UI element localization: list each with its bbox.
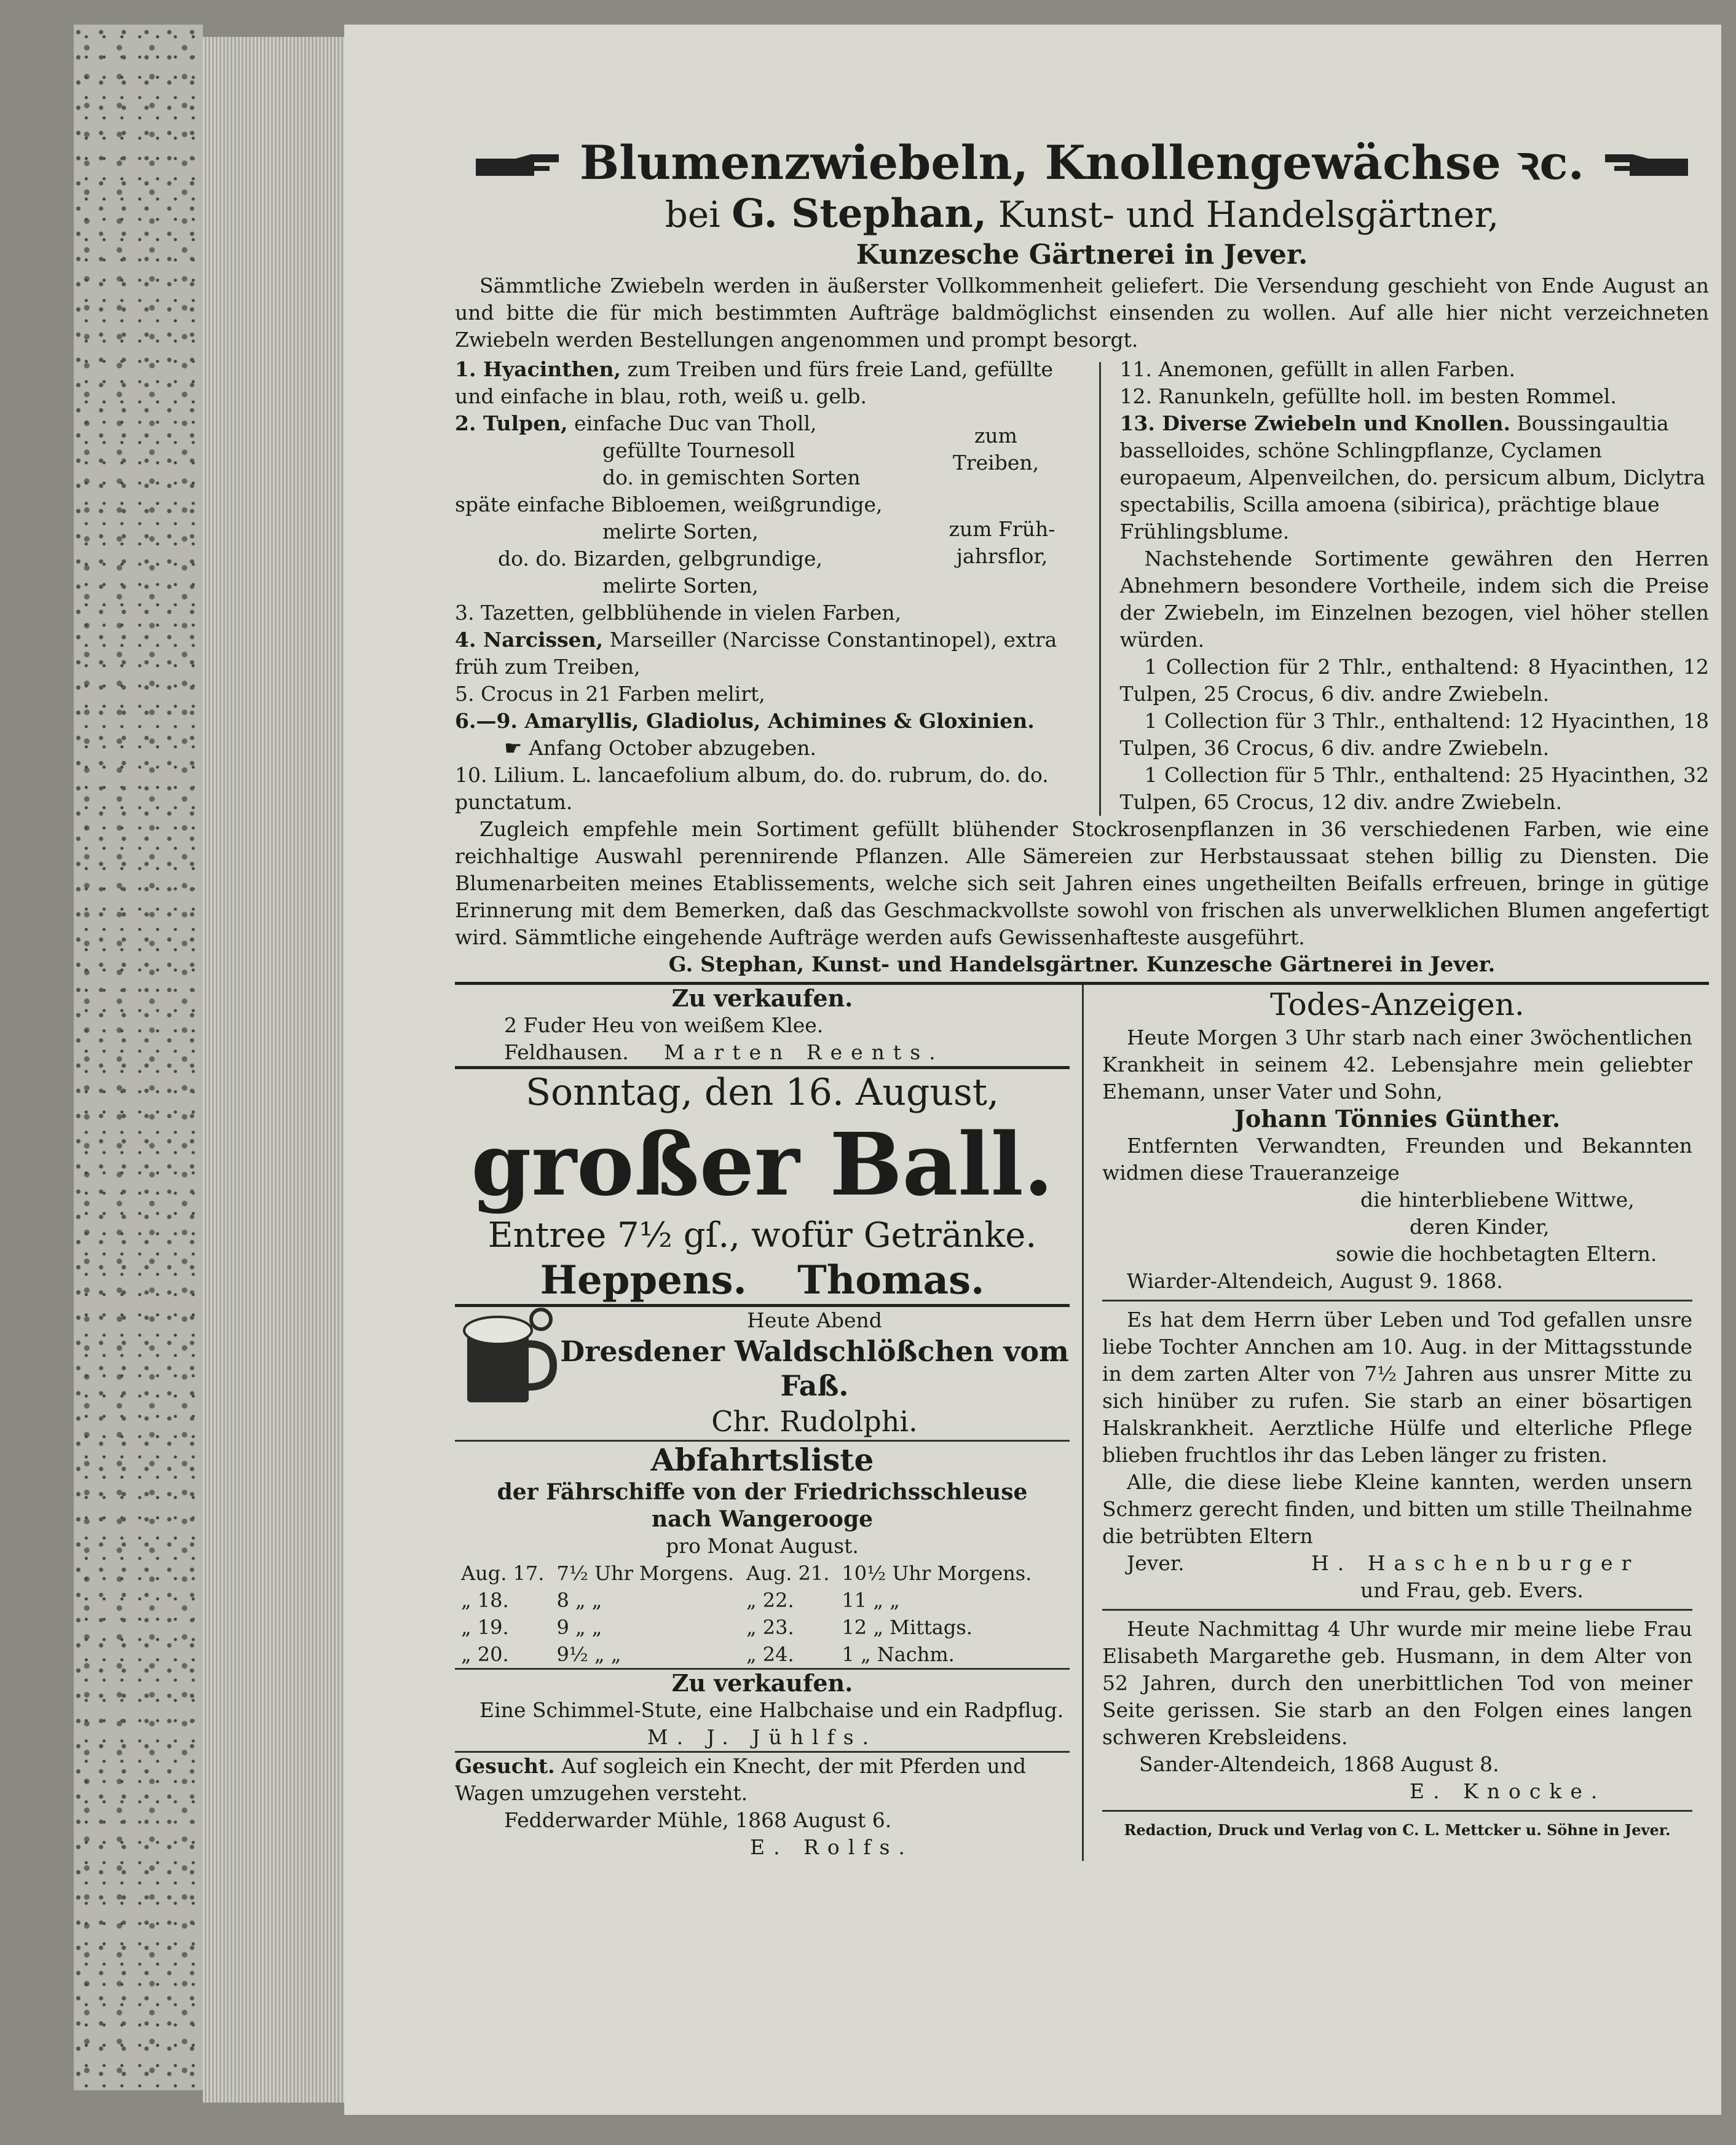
product-list xyxy=(455,356,1709,816)
item6: 6.—9. Amaryllis, Gladiolus, Achimines & Gloxinien. xyxy=(455,709,1035,733)
schedule-cell: 12 „ Mittags. xyxy=(842,1616,973,1639)
item6-note: ☛ Anfang October abzugeben. xyxy=(504,736,816,760)
main-ad-header xyxy=(455,135,1709,191)
item13-text: Boussingaultia basselloides, schöne Schlingpflanze, Cyclamen europaeum, Alpenveilchen, do. persicum album, Diclytra spectabilis, Scilla amoena (sibirica), prächtige blaue Frühlingsblume. xyxy=(1119,411,1705,543)
notice2-sign1: H. Haschenburger xyxy=(1311,1551,1640,1575)
notice1-place: Wiarder-Altendeich, August 9. 1868. xyxy=(1127,1269,1503,1293)
notice2-sign2: und Frau, geb. Evers. xyxy=(1360,1578,1584,1602)
notice1-name: Johann Tönnies Günther. xyxy=(1234,1105,1561,1132)
beer-intro: Heute Abend xyxy=(747,1308,882,1332)
nursery-name: Kunzesche Gärtnerei in Jever. xyxy=(856,239,1308,271)
schedule-cell: „ 18. xyxy=(461,1589,509,1612)
sought-label: Gesucht. xyxy=(455,1754,555,1778)
ferry-schedule xyxy=(455,1560,1038,1668)
sought-place-date: Fedderwarder Mühle, 1868 August 6. xyxy=(504,1808,892,1832)
ball-place: Heppens. xyxy=(540,1257,747,1303)
sought-text: Auf sogleich ein Knecht, der mit Pferden und Wagen umzugehen versteht. xyxy=(455,1754,1027,1805)
item2-text-g: melirte Sorten, xyxy=(602,574,759,598)
collection-3: 1 Collection für 5 Thlr., enthaltend: 25 Hyacinthen, 32 Tulpen, 65 Crocus, 12 div. andre Zwiebeln. xyxy=(1119,763,1710,814)
item13-title: 13. Diverse Zwiebeln und Knollen. xyxy=(1119,411,1511,435)
schedule-cell: „ 24. xyxy=(746,1643,794,1666)
item2-text-c: do. in gemischten Sorten xyxy=(602,465,861,489)
intro-text: Sämmtliche Zwiebeln werden in äußerster Vollkommenheit geliefert. Die Versendung geschieht von Ende August an und bitte die für mich bestimmten Aufträge baldmöglichst einsenden zu wollen. Auf alle hier nicht verzeichneten Zwiebeln werden Bestellungen angenommen und prompt besorgt. xyxy=(455,274,1709,352)
schedule-cell: „ 22. xyxy=(746,1589,794,1612)
item1-title: 1. Hyacinthen, xyxy=(455,357,621,381)
subtitle-prefix: bei xyxy=(665,194,720,235)
beer-title: Dresdener Waldschlößchen vom Faß. xyxy=(560,1335,1069,1402)
sale-place: Feldhausen. xyxy=(504,1040,629,1064)
book-cover-edge xyxy=(74,25,203,2090)
item1-text: zum Treiben und fürs freie Land, gefüllte und einfache in blau, roth, weiß u. gelb. xyxy=(455,357,1054,408)
ad-ferry xyxy=(455,1442,1070,1668)
pointing-hand-icon xyxy=(1599,151,1691,182)
header-subtitle xyxy=(455,191,1709,238)
item3: 3. Tazetten, gelbblühende in vielen Farben, xyxy=(455,601,902,625)
ad-sale-horse xyxy=(455,1670,1070,1751)
notice2-text: Es hat dem Herrn über Leben und Tod gefallen unsre liebe Tochter Annchen am 10. Aug. in der Mittagsstunde in dem zarten Alter von 7½ Jahren aus unsrer Mitte zu sich hinüber zu rufen. Sie starb an einer bösartigen Halskrankheit. Aerztliche Hülfe und elterliche Pflege blieben fruchtlos ihr das Leben länger zu fristen. xyxy=(1102,1308,1692,1467)
notice2-text2: Alle, die diese liebe Kleine kannten, werden unsern Schmerz gerecht finden, und bitten um stille Theilnahme die betrübten Eltern xyxy=(1102,1470,1692,1548)
schedule-cell: Aug. 21. xyxy=(746,1562,830,1585)
schedule-cell: 9½ „ „ xyxy=(556,1643,621,1666)
notice1-sign3: sowie die hochbetagten Eltern. xyxy=(1336,1242,1657,1266)
firm-name: G. Stephan, xyxy=(732,191,987,237)
assortment-text: Nachstehende Sortimente gewähren den Herren Abnehmern besondere Vortheile, indem sich die Preise der Zwiebeln, im Einzelnen bezogen, viel höher stellen würden. xyxy=(1119,547,1710,652)
schedule-cell: 10½ Uhr Morgens. xyxy=(842,1562,1032,1585)
left-list xyxy=(455,356,1099,816)
sought-name: E. Rolfs. xyxy=(750,1835,913,1859)
item2-text-b: gefüllte Tournesoll xyxy=(602,438,795,462)
schedule-row xyxy=(455,1587,1038,1614)
lower-right-column xyxy=(1084,985,1692,1861)
header-title: Blumenzwiebeln, Knollengewächse ꝛc. xyxy=(579,135,1585,190)
notice2-place: Jever. xyxy=(1127,1551,1185,1575)
schedule-cell: 1 „ Nachm. xyxy=(842,1643,955,1666)
ad-sale-hay xyxy=(455,985,1070,1066)
divider xyxy=(1102,1609,1692,1611)
divider xyxy=(1102,1300,1692,1302)
newspaper-page xyxy=(455,135,1709,2029)
sale-name: Marten Reents. xyxy=(664,1040,944,1064)
item2-text-f: do. do. Bizarden, gelbgrundige, xyxy=(498,547,823,571)
notice1-text2: Entfernten Verwandten, Freunden und Bekannten widmen diese Traueranzeige xyxy=(1102,1134,1692,1185)
notice1-sign1: die hinterbliebene Wittwe, xyxy=(1360,1188,1635,1212)
schedule-cell: 7½ Uhr Morgens. xyxy=(556,1562,734,1585)
schedule-cell: Aug. 17. xyxy=(461,1562,545,1585)
ferry-sub2: nach Wangerooge xyxy=(651,1506,874,1532)
sale-heading: Zu verkaufen. xyxy=(671,984,853,1012)
closing-text: Zugleich empfehle mein Sortiment gefüllt blühender Stockrosenpflanzen in 36 verschiedenen Farben, wie eine reichhaltige Auswahl perennirende Pflanzen. Alle Sämereien zur Herbstaussaat stehen billig zu Diensten. Die Blumenarbeiten meines Etablissements, welche sich seit Jahren eines ungetheilten Beifalls erfreuen, bringe in gütige Erinnerung mit dem Bemerken, daß das Geschmackvollste sowohl von frischen als unverwelklichen Blumen angefertigt wird. Sämmtliche eingehende Aufträge werden aufs Gewissenhafteste ausgeführt. xyxy=(455,817,1709,949)
beer-mug-icon xyxy=(455,1307,559,1405)
schedule-cell: 9 „ „ xyxy=(556,1616,602,1639)
right-list xyxy=(1101,356,1709,816)
ferry-sub1: der Fährschiffe von der Friedrichsschleuse xyxy=(497,1479,1028,1505)
item2-text-d: späte einfache Bibloemen, weißgrundige, xyxy=(455,492,883,516)
collection-2: 1 Collection für 3 Thlr., enthaltend: 12 Hyacinthen, 18 Tulpen, 36 Crocus, 6 div. andre Zwiebeln. xyxy=(1119,709,1710,760)
ad-beer xyxy=(455,1307,1070,1440)
ball-date: Sonntag, den 16. August, xyxy=(525,1071,1000,1114)
ad-ball xyxy=(455,1069,1070,1304)
schedule-cell: „ 20. xyxy=(461,1643,509,1666)
beer-name: Chr. Rudolphi. xyxy=(711,1405,918,1438)
collection-1: 1 Collection für 2 Thlr., enthaltend: 8 Hyacinthen, 12 Tulpen, 25 Crocus, 6 div. andre Zwiebeln. xyxy=(1119,655,1710,706)
sale2-heading: Zu verkaufen. xyxy=(671,1669,853,1697)
lower-left-column xyxy=(455,985,1082,1861)
ferry-title: Abfahrtsliste xyxy=(650,1442,874,1478)
notice1-sign2: deren Kinder, xyxy=(1410,1215,1550,1239)
sale2-text: Eine Schimmel-Stute, eine Halbchaise und ein Radpflug. xyxy=(479,1698,1064,1722)
notice3-text: Heute Nachmittag 4 Uhr wurde mir meine liebe Frau Elisabeth Margarethe geb. Husmann, in dem Alter von 52 Jahren, durch den unerbittlichen Tod von meiner Seite gerissen. Sie starb an den Folgen eines langen schweren Krebsleidens. xyxy=(1102,1617,1692,1749)
notice3-place: Sander-Altendeich, 1868 August 8. xyxy=(1139,1752,1499,1776)
deaths-heading: Todes-Anzeigen. xyxy=(1270,987,1525,1022)
item4-title: 4. Narcissen, xyxy=(455,628,604,652)
item2-text-e: melirte Sorten, xyxy=(602,519,759,543)
item2-brace-b: zum Früh-jahrsflor, xyxy=(949,517,1055,568)
divider xyxy=(1102,1810,1692,1812)
imprint: Redaction, Druck und Verlag von C. L. Mettcker u. Söhne in Jever. xyxy=(1124,1821,1671,1839)
ad-sought xyxy=(455,1753,1070,1861)
item12: 12. Ranunkeln, gefüllte holl. im besten Rommel. xyxy=(1119,384,1617,408)
item10: 10. Lilium. L. lancaefolium album, do. do. rubrum, do. do. punctatum. xyxy=(455,763,1049,814)
item2-text-a: einfache Duc van Tholl, xyxy=(574,411,817,435)
item2-brace-a: zum Treiben, xyxy=(952,424,1040,475)
item2-title: 2. Tulpen, xyxy=(455,411,568,435)
firm-role: Kunst- und Handelsgärtner, xyxy=(998,194,1499,235)
ferry-month: pro Monat August. xyxy=(666,1534,859,1558)
pointing-hand-icon xyxy=(473,151,565,182)
page-edges xyxy=(203,37,357,2103)
schedule-row xyxy=(455,1641,1038,1668)
schedule-cell: „ 19. xyxy=(461,1616,509,1639)
schedule-row xyxy=(455,1614,1038,1641)
item5: 5. Crocus in 21 Farben melirt, xyxy=(455,682,765,706)
item4-text: Marseiller (Narcisse Constantinopel), extra früh zum Treiben, xyxy=(455,628,1057,679)
ball-host: Thomas. xyxy=(797,1257,985,1303)
schedule-cell: 11 „ „ xyxy=(842,1589,900,1612)
item11: 11. Anemonen, gefüllt in allen Farben. xyxy=(1119,357,1516,381)
schedule-cell: 8 „ „ xyxy=(556,1589,602,1612)
schedule-row xyxy=(455,1560,1038,1587)
ball-title: großer Ball. xyxy=(471,1115,1054,1215)
notice1-text: Heute Morgen 3 Uhr starb nach einer 3wöchentlichen Krankheit in seinem 42. Lebensjahre mein geliebter Ehemann, unser Vater und Sohn, xyxy=(1102,1025,1692,1104)
main-ad-signature: G. Stephan, Kunst- und Handelsgärtner. Kunzesche Gärtnerei in Jever. xyxy=(668,952,1496,977)
notice3-name: E. Knocke. xyxy=(1410,1779,1606,1803)
sale-text: 2 Fuder Heu von weißem Klee. xyxy=(504,1013,824,1037)
lower-section xyxy=(455,985,1709,1861)
ball-entry: Entree 7½ gſ., wofür Getränke. xyxy=(487,1215,1037,1255)
schedule-cell: „ 23. xyxy=(746,1616,794,1639)
sale2-name: M. J. Jühlfs. xyxy=(647,1725,878,1749)
